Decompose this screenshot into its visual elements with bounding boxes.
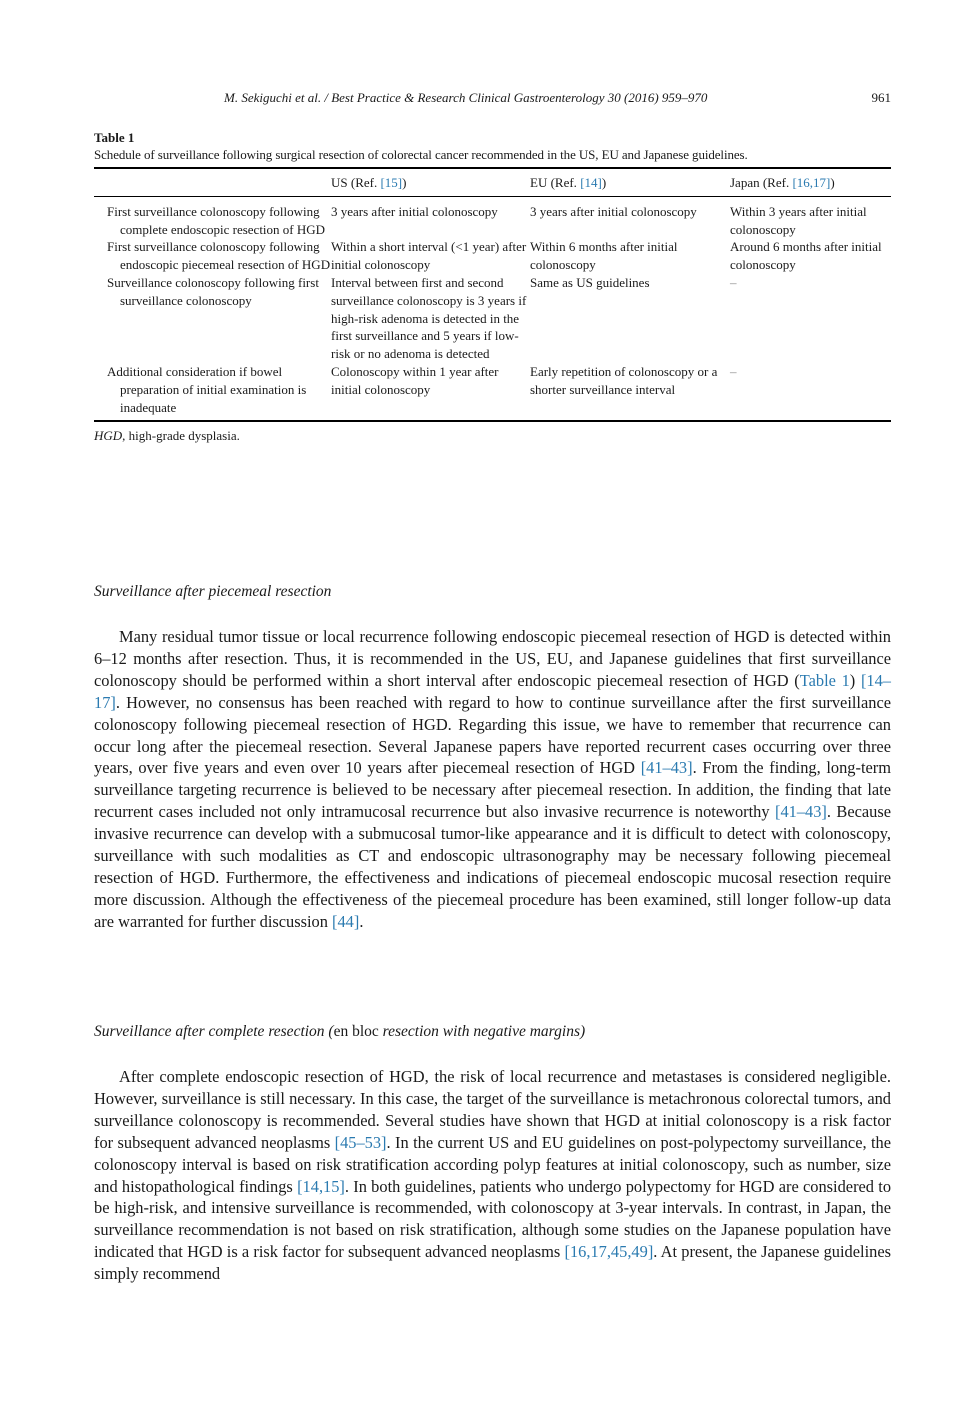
body-paragraph-complete [94,1066,891,1285]
header-us [331,168,530,196]
reference-link[interactable]: [15] [380,175,403,190]
table-label: Table 1 [94,130,135,145]
footnote-text: , high-grade dysplasia. [122,428,240,444]
row-header-text: First surveillance colonoscopy following complete endoscopic resection of HGD [107,203,326,237]
reference-link[interactable]: [41–43] [640,758,693,778]
text-run: . In the current US and EU guidelines on post-polypectomy surveillance, the colonoscopy interval is based on risk stratification according polyp features at initial colonoscopy, such as number, size and histopathological findings [94,1132,891,1196]
header-close: ) [830,175,835,190]
row-header-cell [94,363,331,421]
table-row [94,274,891,363]
reference-link[interactable]: [14–17] [94,670,891,712]
footnote-abbr: HGD [94,428,123,444]
table-cell: – [730,274,737,290]
section-heading-complete [94,1023,585,1041]
table-header-row [94,168,891,196]
text-run: Many residual tumor tissue or local recurrence following endoscopic piecemeal resection of HGD is detected within 6–12 months after resection. Thus, it is recommended in the US, EU, and Japanese guidelines that first surveillance colonoscopy should be performed within a short interval after endoscopic piecemeal resection of HGD ( [94,627,891,690]
table-caption: Schedule of surveillance following surgical resection of colorectal cancer recommended in the US, EU and Japanese guidelines. [94,147,748,162]
table-cell: – [730,363,737,379]
text-run: . From the finding, long-term surveillance targeting recurrence is believed to be necessary after piecemeal resection. In addition, the finding that late recurrent cases included not only intramucosal recurrence but also invasive recurrence is noteworthy [94,758,891,822]
table-cell: Within a short interval (<1 year) after initial colonoscopy [331,239,527,273]
reference-link[interactable]: [44] [332,911,360,931]
table-cell: Colonoscopy within 1 year after initial colonoscopy [331,363,499,397]
header-close: ) [402,175,407,190]
header-japan [730,168,891,196]
text-run: After complete endoscopic resection of HGD, the risk of local recurrence and metastases is considered negligible. However, surveillance is still necessary. In this case, the target of the surveillance is metachronous colorectal tumors, and surveillance colonoscopy is recommended. Several studies have shown that HGD at initial colonoscopy is a risk factor for subsequent advanced neoplasms [94,1067,891,1152]
reference-link[interactable]: Table 1 [799,670,850,690]
reference-link[interactable]: [16,17,45,49] [564,1242,654,1262]
table-footnote [94,428,891,444]
table-row [94,196,891,238]
row-header-text: Additional consideration if bowel preparation of initial examination is inadequate [107,363,307,415]
reference-link[interactable]: [45–53] [334,1132,387,1152]
reference-link[interactable]: [41–43] [774,802,827,822]
heading-italic-text: resection with negative margins) [378,1023,586,1040]
row-header-cell [94,196,331,238]
row-header-cell [94,274,331,363]
table-cell: 3 years after initial colonoscopy [331,203,498,219]
text-run: . Because invasive recurrence can develop with a submucosal tumor-like appearance and it is difficult to detect with colonoscopy, surveillance with such modalities as CT and endoscopic ultrasonography may be necessary following piecemeal resection of HGD. Furthermore, the effectiveness and indications of piecemeal endoscopic mucosal resection require more discussion. Although the effectiveness of the piecemeal procedure has been examined, still longer follow-up data are warranted for further discussion [94,802,891,931]
header-close: ) [601,175,607,190]
table-row [94,238,891,274]
text-run: . At present, the Japanese guidelines simply recommend [94,1242,891,1284]
table-cell: Early repetition of colonoscopy or a shorter surveillance interval [530,363,718,397]
table-cell: Within 6 months after initial colonoscopy [530,239,678,273]
heading-roman-text: en bloc [333,1023,379,1040]
text-run: . In both guidelines, patients who undergo polypectomy for HGD are considered to be high-risk, and intensive surveillance is recommended, with colonoscopy at 3-year intervals. In contrast, in Japan, the surveillance recommendation is not based on risk stratification, although some studies on the Japanese population have indicated that HGD is a risk factor for subsequent advanced neoplasms [94,1176,892,1262]
section-heading-piecemeal: Surveillance after piecemeal resection [94,583,332,600]
header-blank [94,168,331,196]
text-run: . However, no consensus has been reached with regard to how to continue surveillance after the first surveillance colonoscopy following piecemeal resection of HGD. Regarding this issue, we have to remember that recurrence can occur long after the piecemeal resection. Several Japanese papers have reported recurrent cases occurring over three years, over five years and even over 10 years after piecemeal resection of HGD [94,692,891,778]
table-cell: Interval between first and second surveillance colonoscopy is 3 years if high-risk adenoma is detected in the first surveillance and 5 years if low-risk or no adenoma is detected [331,274,527,362]
reference-link[interactable]: [14] [580,175,602,190]
header-text: Japan (Ref. [730,175,793,190]
heading-italic-text: Surveillance after complete resection ( [94,1023,334,1040]
table-row [94,363,891,421]
journal-citation: M. Sekiguchi et al. / Best Practice & Research Clinical Gastroenterology 30 (2016) 959–970 [224,90,708,105]
text-run: . [359,911,364,931]
reference-link[interactable]: [14,15] [297,1176,345,1196]
body-paragraph-piecemeal [94,626,891,933]
header-text: EU (Ref. [530,175,581,190]
header-eu [530,168,730,196]
row-header-text: Surveillance colonoscopy following first surveillance colonoscopy [107,274,319,308]
table-cell: 3 years after initial colonoscopy [530,203,697,219]
header-text: US (Ref. [331,175,381,190]
table-cell: Around 6 months after initial colonoscopy [730,239,882,273]
row-header-cell [94,238,331,274]
surveillance-table [94,167,891,422]
text-run: ) [849,670,861,690]
page-number: 961 [871,90,891,105]
reference-link[interactable]: [16,17] [792,175,831,190]
row-header-text: First surveillance colonoscopy following endoscopic piecemeal resection of HGD [107,239,331,273]
table-1 [94,130,891,444]
table-cell: Same as US guidelines [530,274,650,290]
table-cell: Within 3 years after initial colonoscopy [730,203,867,237]
